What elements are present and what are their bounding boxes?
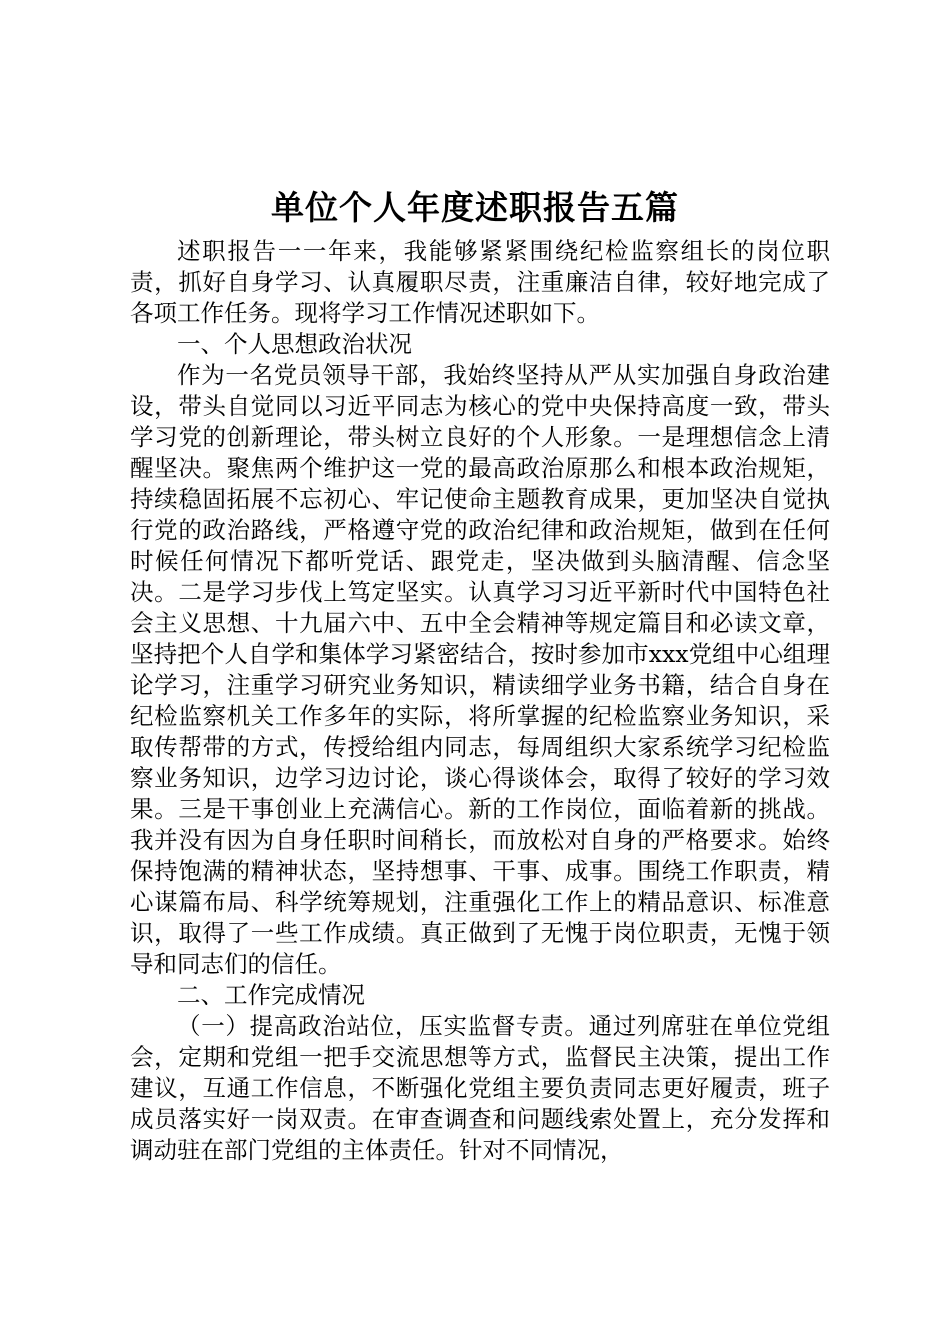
section-heading-1: 一、个人思想政治状况 <box>177 330 412 358</box>
document-title: 单位个人年度述职报告五篇 <box>271 188 679 227</box>
document-body <box>130 236 830 1166</box>
section-heading-2: 二、工作完成情况 <box>177 981 365 1009</box>
paragraph-political-status: 作为一名党员领导干部，我始终坚持从严从实加强自身政治建设，带头自觉同以习近平同志为核心的党中央保持高度一致，带头学习党的创新理论，带头树立良好的个人形象。一是理想信念上清醒坚决。聚焦两个维护这一党的最高政治原那么和根本政治规矩，持续稳固拓展不忘初心、牢记使命主题教育成果，更加坚决自觉执行党的政治路线，严格遵守党的政治纪律和政治规矩，做到在任何时候任何情况下都听党话、跟党走，坚决做到头脑清醒、信念坚决。二是学习步伐上笃定坚实。认真学习习近平新时代中国特色社会主义思想、十九届六中、五中全会精神等规定篇目和必读文章，坚持把个人自学和集体学习紧密结合，按时参加市xxx党组中心组理论学习，注重学习研究业务知识，精读细学业务书籍，结合自身在纪检监察机关工作多年的实际，将所掌握的纪检监察业务知识，采取传帮带的方式，传授给组内同志，每周组织大家系统学习纪检监察业务知识，边学习边讨论，谈心得谈体会，取得了较好的学习效果。三是干事创业上充满信心。新的工作岗位，面临着新的挑战。我并没有因为自身任职时间稍长，而放松对自身的严格要求。始终保持饱满的精神状态，坚持想事、干事、成事。围绕工作职责，精心谋篇布局、科学统筹规划，注重强化工作上的精品意识、标准意识，取得了一些工作成绩。真正做到了无愧于岗位职责，无愧于领导和同志们的信任。 <box>130 361 830 978</box>
paragraph-intro: 述职报告一一年来，我能够紧紧围绕纪检监察组长的岗位职责，抓好自身学习、认真履职尽责，注重廉洁自律，较好地完成了各项工作任务。现将学习工作情况述职如下。 <box>130 237 830 327</box>
paragraph-work-completion: （一）提高政治站位，压实监督专责。通过列席驻在单位党组会，定期和党组一把手交流思想等方式，监督民主决策，提出工作建议，互通工作信息，不断强化党组主要负责同志更好履责，班子成员落实好一岗双责。在审查调查和问题线索处置上，充分发挥和调动驻在部门党组的主体责任。针对不同情况， <box>130 1012 830 1164</box>
